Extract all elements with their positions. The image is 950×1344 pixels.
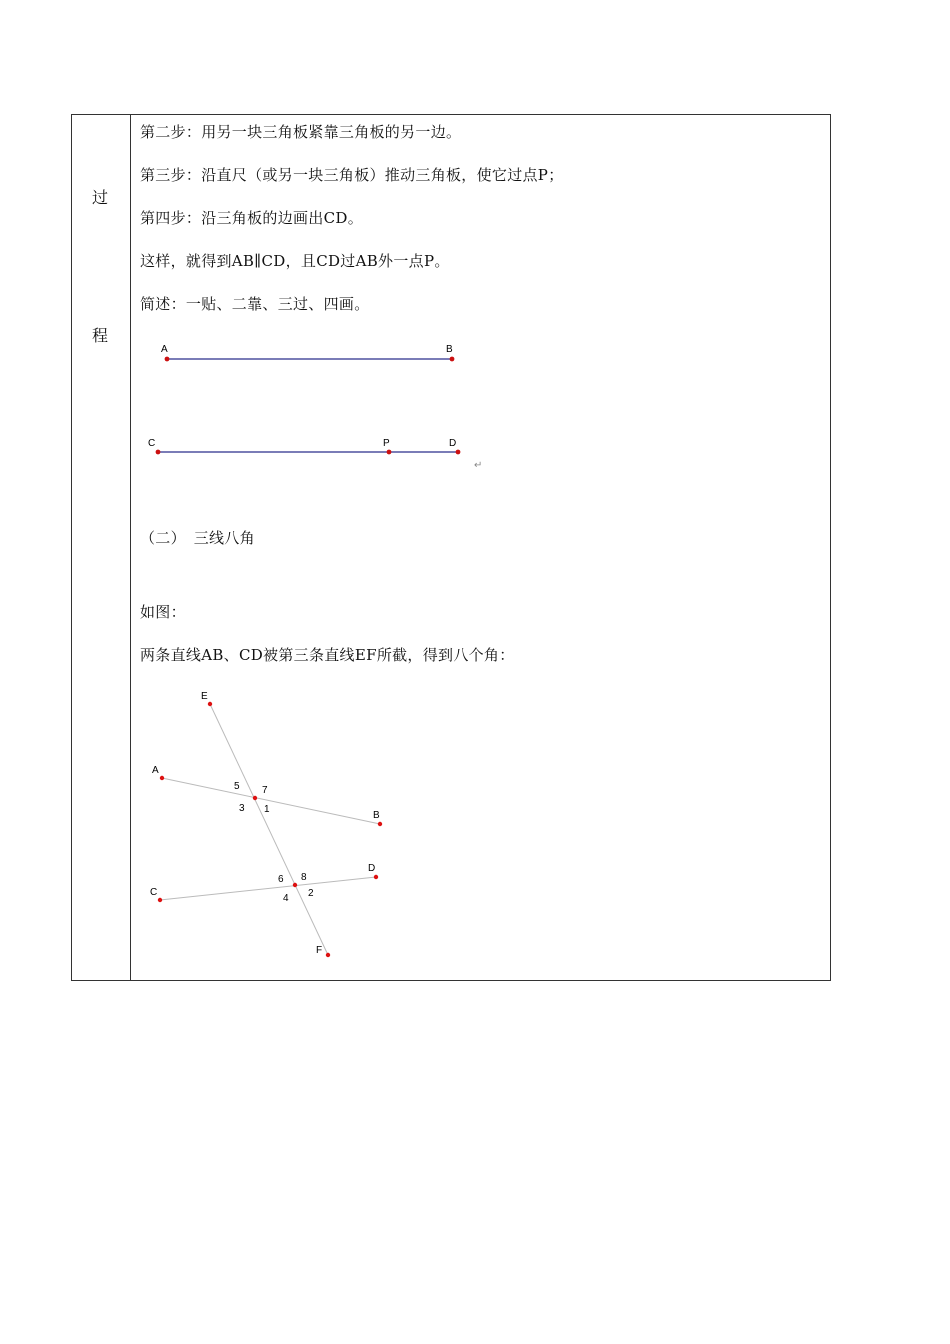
point-a	[160, 776, 164, 780]
section-2-intro: 如图：	[140, 603, 186, 621]
line-cd	[160, 877, 376, 900]
intersection-cd-ef	[293, 883, 297, 887]
angle-5-label: 5	[234, 781, 240, 792]
label-b: B	[446, 344, 453, 355]
angle-3-label: 3	[239, 803, 245, 814]
point-d	[374, 875, 378, 879]
point-a	[165, 357, 170, 362]
point-e	[208, 702, 212, 706]
label-a: A	[161, 344, 168, 355]
label-d: D	[368, 863, 376, 874]
intersection-ab-ef	[253, 796, 257, 800]
paragraph-mark-icon: ↵	[474, 460, 483, 471]
label-a: A	[152, 765, 159, 776]
angle-2-label: 2	[308, 888, 314, 899]
line-ef	[210, 704, 328, 955]
step-3-text: 第三步：沿直尺（或另一块三角板）推动三角板，使它过点P；	[140, 166, 564, 184]
summary-text: 简述：一贴、二靠、三过、四画。	[140, 295, 370, 313]
label-b: B	[373, 810, 380, 821]
column-divider	[130, 115, 131, 980]
point-b	[450, 357, 455, 362]
label-c: C	[150, 887, 158, 898]
step-2-text: 第二步：用另一块三角板紧靠三角板的另一边。	[140, 123, 462, 141]
parallel-lines-figure	[140, 337, 500, 472]
three-lines-eight-angles-figure	[140, 685, 400, 965]
step-4-text: 第四步：沿三角板的边画出CD。	[140, 209, 364, 227]
point-c	[156, 450, 161, 455]
point-b	[378, 822, 382, 826]
angle-4-label: 4	[283, 893, 289, 904]
content-table	[71, 114, 831, 981]
section-2-title: （二） 三线八角	[140, 529, 255, 547]
side-label-guo: 过	[92, 188, 109, 207]
point-f	[326, 953, 330, 957]
angle-8-label: 8	[301, 872, 307, 883]
section-2-desc: 两条直线AB、CD被第三条直线EF所截，得到八个角：	[140, 646, 515, 664]
point-c	[158, 898, 162, 902]
point-p	[387, 450, 392, 455]
label-e: E	[201, 691, 208, 702]
label-p: P	[383, 438, 390, 449]
angle-6-label: 6	[278, 874, 284, 885]
angle-7-label: 7	[262, 785, 268, 796]
result-text: 这样，就得到AB∥CD，且CD过AB外一点P。	[140, 252, 450, 270]
label-f: F	[316, 945, 323, 956]
label-d: D	[449, 438, 457, 449]
side-label-cheng: 程	[92, 326, 109, 345]
label-c: C	[148, 438, 156, 449]
point-d	[456, 450, 461, 455]
line-ab	[162, 778, 380, 824]
angle-1-label: 1	[264, 804, 270, 815]
